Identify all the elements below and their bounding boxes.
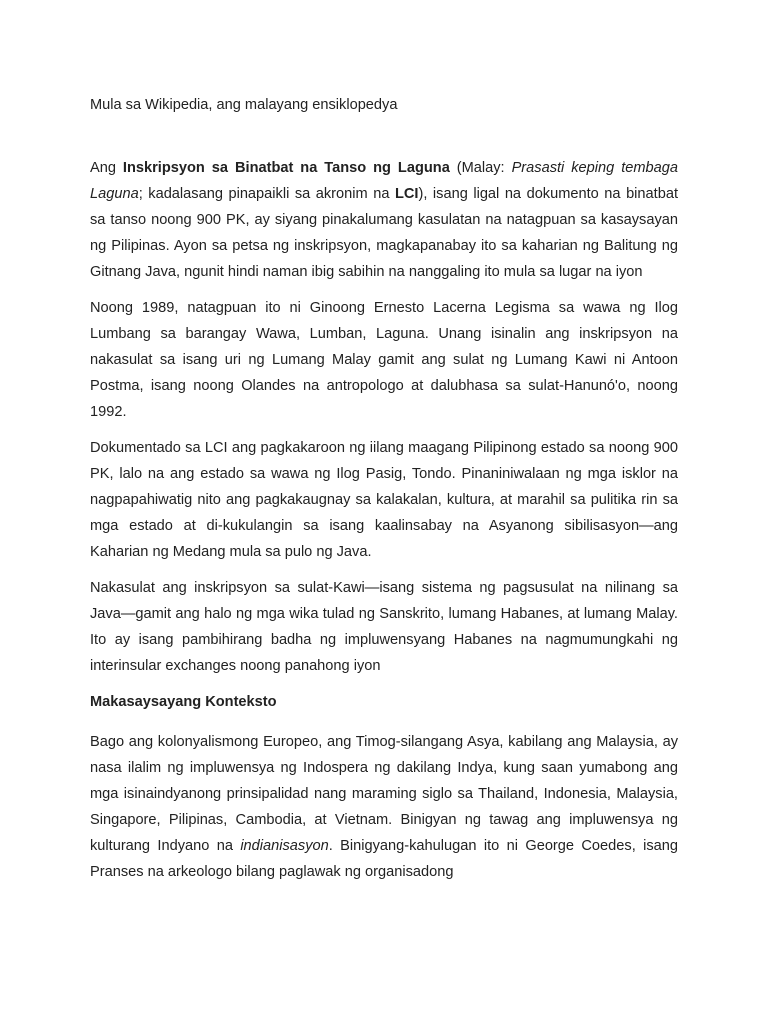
paragraph-text: (Malay:: [449, 160, 512, 176]
acronym: LCI: [394, 186, 419, 202]
paragraph-text: ), isang ligal na dokumento na binatbat sa tanso noong 900 PK, ay siyang pinakalumang kasulatan na natagpuan sa kasaysayan ng Pilipinas. Ayon sa petsa ng inskripsyon, magkapanabay ito sa kaharian ng Balitung ng Gitnang Java, ngunit hindi naman ibig sabihin na nanggaling ito mula sa lugar na iyon: [90, 186, 678, 280]
paragraph-context: [90, 729, 678, 885]
paragraph-text: . Binigyang-kahulugan ito ni George Coedes, isang Pranses na arkeologo bilang paglawak ng organisadong: [90, 838, 679, 880]
malay-name: Prasasti keping tembaga Laguna: [90, 160, 679, 202]
section-heading: Makasaysayang Konteksto: [90, 694, 277, 710]
indianization-term: indianisasyon: [240, 838, 329, 854]
paragraph-text: ; kadalasang pinapaikli sa akronim na: [138, 186, 395, 202]
paragraph-intro: [90, 155, 678, 285]
paragraph-script: Nakasulat ang inskripsyon sa sulat-Kawi—isang sistema ng pagsusulat na nilinang sa Java—gamit ang halo ng mga wika tulad ng Sanskrito, lumang Habanes, at lumang Malay. Ito ay isang pambihirang badha ng impluwensyang Habanes na nagmumungkahi ng interinsular exchanges noong panahong iyon: [90, 580, 678, 674]
paragraph-text: Ang: [90, 160, 123, 176]
paragraph-documented: Dokumentado sa LCI ang pagkakaroon ng iilang maagang Pilipinong estado sa noong 900 PK, lalo na ang estado sa wawa ng Ilog Pasig, Tondo. Pinaniniwalaan ng mga isklor na nagpapahiwatig nito ang pagkakaugnay sa kalakalan, kultura, at marahil sa pulitika rin sa mga estado at di-kukulangin sa isang kaalinsabay na Asyanong sibilisasyon—ang Kaharian ng Medang mula sa pulo ng Java.: [90, 440, 678, 560]
paragraph-discovery: Noong 1989, natagpuan ito ni Ginoong Ernesto Lacerna Legisma sa wawa ng Ilog Lumbang sa barangay Wawa, Lumban, Laguna. Unang isinalin ang inskripsyon na nakasulat sa isang uri ng Lumang Malay gamit ang sulat ng Lumang Kawi ni Antoon Postma, isang noong Olandes na antropologo at dalubhasa sa sulat-Hanunó'o, noong 1992.: [90, 300, 678, 420]
inscription-title: Inskripsyon sa Binatbat na Tanso ng Laguna: [122, 160, 450, 176]
paragraph-text: Bago ang kolonyalismong Europeo, ang Timog-silangang Asya, kabilang ang Malaysia, ay nasa ilalim ng impluwensya ng Indospera ng dakilang Indya, kung saan yumabong ang mga isinaindyanong prinsipalidad nang maraming siglo sa Thailand, Indonesia, Malaysia, Singapore, Pilipinas, Cambodia, at Vietnam. Binigyan ng tawag ang impluwensya ng kulturang Indyano na: [90, 734, 678, 854]
document-page: [90, 92, 678, 895]
source-line: Mula sa Wikipedia, ang malayang ensiklopedya: [90, 97, 398, 113]
